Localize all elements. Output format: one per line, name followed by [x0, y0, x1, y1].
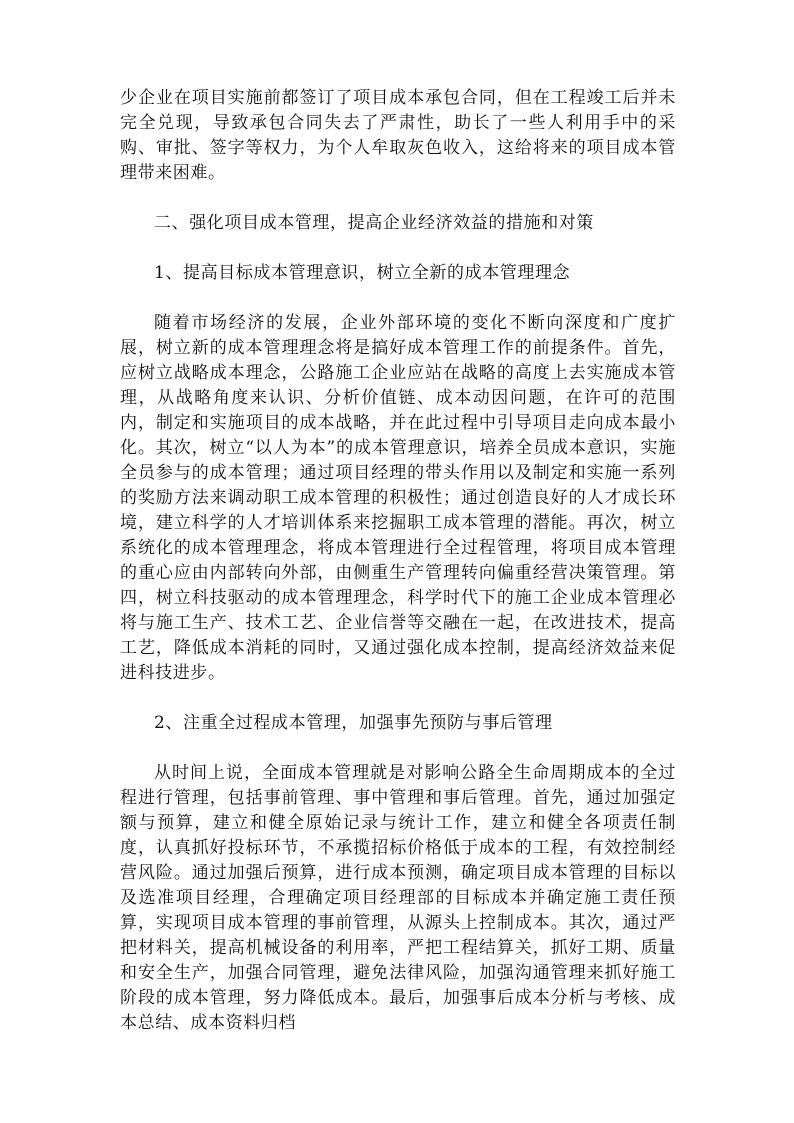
subheading-2: 2、注重全过程成本管理，加强事先预防与事后管理 — [154, 713, 553, 733]
paragraph-2: 从时间上说，全面成本管理就是对影响公路全生命周期成本的全过程进行管理，包括事前管理、事中管理和事后管理。首先，通过加强定额与预算，建立和健全原始记录与统计工作，建立和健全各项责任制度，认真抓好投标环节，不承揽招标价格低于成本的工程，有效控制经营风险。通过加强后预算，进行成本预测，确定项目成本管理的目标以及选准项目经理，合理确定项目经理部的目标成本并确定施工责任预算，实现项目成本管理的事前管理，从源头上控制成本。其次，通过严把材料关，提高机械设备的利用率，严把工程结算关，抓好工期、质量和安全生产，加强合同管理，避免法律风险，加强沟通管理来抓好施工阶段的成本管理，努力降低成本。最后，加强事后成本分析与考核、成本总结、成本资料归档 — [120, 763, 676, 1033]
document-body — [120, 86, 676, 1036]
paragraph-intro-continued: 少企业在项目实施前都签订了项目成本承包合同，但在工程竣工后并未完全兑现，导致承包合同失去了严肃性，助长了一些人利用手中的采购、审批、签字等权力，为个人牟取灰色收入，这给将来的项目成本管理带来困难。 — [120, 88, 676, 183]
section-heading: 二、强化项目成本管理，提高企业经济效益的措施和对策 — [154, 213, 594, 233]
subheading-1: 1、提高目标成本管理意识，树立全新的成本管理理念 — [154, 263, 571, 283]
paragraph-1: 随着市场经济的发展，企业外部环境的变化不断向深度和广度扩展，树立新的成本管理理念将是搞好成本管理工作的前提条件。首先，应树立战略成本理念，公路施工企业应站在战略的高度上去实施成本管理，从战略角度来认识、分析价值链、成本动因问题，在许可的范围内，制定和实施项目的成本战略，并在此过程中引导项目走向成本最小化。其次，树立“以人为本”的成本管理意识，培养全员成本意识，实施全员参与的成本管理；通过项目经理的带头作用以及制定和实施一系列的奖励方法来调动职工成本管理的积极性；通过创造良好的人才成长环境，建立科学的人才培训体系来挖掘职工成本管理的潜能。再次，树立系统化的成本管理理念，将成本管理进行全过程管理，将项目成本管理的重心应由内部转向外部，由侧重生产管理转向偏重经营决策管理。第四，树立科技驱动的成本管理理念，科学时代下的施工企业成本管理必将与施工生产、技术工艺、企业信誉等交融在一起，在改进技术，提高工艺，降低成本消耗的同时，又通过强化成本控制，提高经济效益来促进科技进步。 — [120, 313, 676, 683]
